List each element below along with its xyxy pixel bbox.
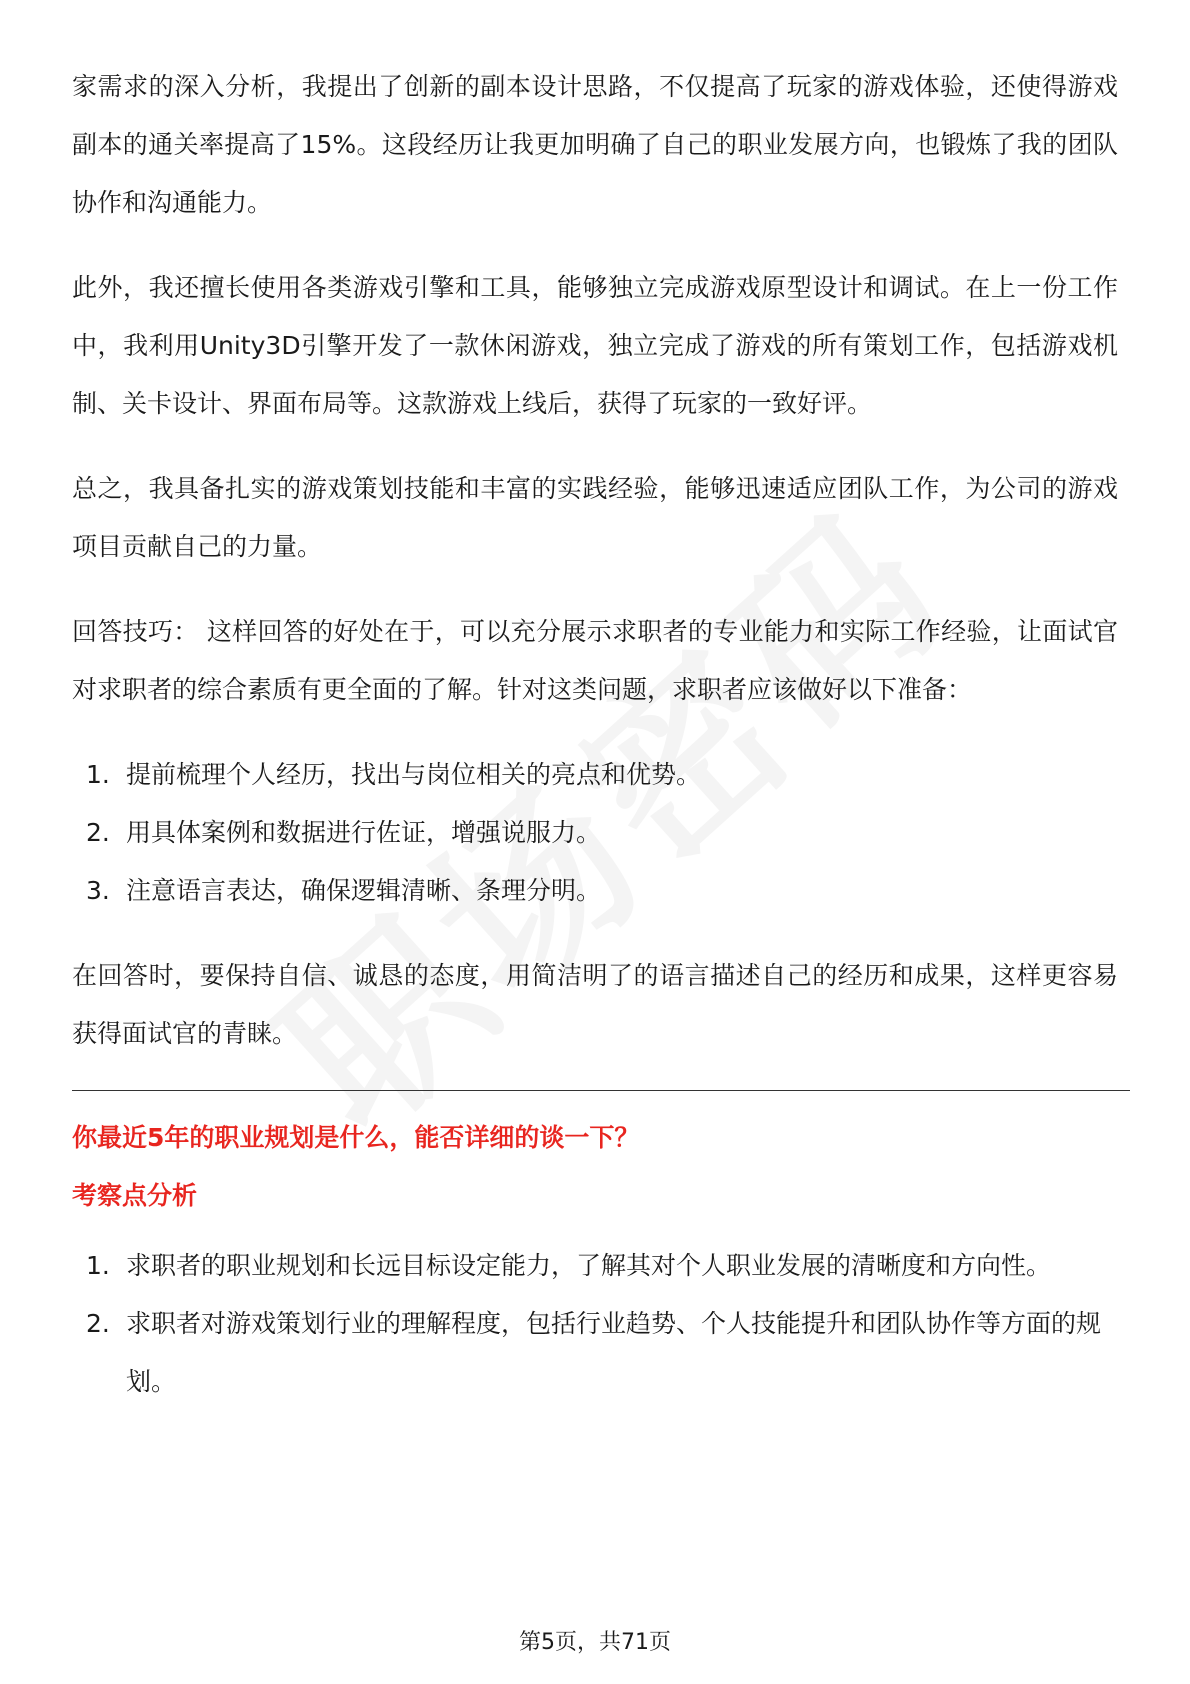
list-item-number: 1. xyxy=(86,760,110,789)
list-item-number: 2. xyxy=(86,1309,110,1338)
list-item xyxy=(72,1237,1118,1295)
paragraph-experience-continued: 家需求的深入分析，我提出了创新的副本设计思路，不仅提高了玩家的游戏体验，还使得游戏副本的通关率提高了15%。这段经历让我更加明确了自己的职业发展方向，也锻炼了我的团队协作和沟通能力。 xyxy=(72,72,1118,217)
list-item-text: 用具体案例和数据进行佐证，增强说服力。 xyxy=(126,818,602,847)
list-item-text: 求职者的职业规划和长远目标设定能力，了解其对个人职业发展的清晰度和方向性。 xyxy=(126,1251,1052,1280)
document-body xyxy=(72,58,1118,1411)
list-item xyxy=(72,862,1118,920)
analysis-list xyxy=(72,1237,1118,1411)
page-number-footer: 第5页，共71页 xyxy=(519,1630,671,1655)
list-item-text: 求职者对游戏策划行业的理解程度，包括行业趋势、个人技能提升和团队协作等方面的规划。 xyxy=(126,1309,1102,1396)
list-item-number: 2. xyxy=(86,818,110,847)
analysis-heading: 考察点分析 xyxy=(72,1181,198,1210)
paragraph-answer-tips: 回答技巧： 这样回答的好处在于，可以充分展示求职者的专业能力和实际工作经验，让面试官对求职者的综合素质有更全面的了解。针对这类问题，求职者应该做好以下准备： xyxy=(72,617,1118,704)
question-heading: 你最近5年的职业规划是什么，能否详细的谈一下？ xyxy=(72,1123,640,1152)
paragraph-closing: 在回答时，要保持自信、诚恳的态度，用简洁明了的语言描述自己的经历和成果，这样更容易获得面试官的青睐。 xyxy=(72,961,1118,1048)
list-item xyxy=(72,746,1118,804)
list-item-number: 1. xyxy=(86,1251,110,1280)
list-item xyxy=(72,1295,1118,1411)
tips-list xyxy=(72,746,1118,920)
list-item-number: 3. xyxy=(86,876,110,905)
list-item xyxy=(72,804,1118,862)
paragraph-engine-skills: 此外，我还擅长使用各类游戏引擎和工具，能够独立完成游戏原型设计和调试。在上一份工作中，我利用Unity3D引擎开发了一款休闲游戏，独立完成了游戏的所有策划工作，包括游戏机制、关卡设计、界面布局等。这款游戏上线后，获得了玩家的一致好评。 xyxy=(72,273,1118,418)
list-item-text: 提前梳理个人经历，找出与岗位相关的亮点和优势。 xyxy=(126,760,702,789)
paragraph-summary: 总之，我具备扎实的游戏策划技能和丰富的实践经验，能够迅速适应团队工作，为公司的游戏项目贡献自己的力量。 xyxy=(72,474,1118,561)
list-item-text: 注意语言表达，确保逻辑清晰、条理分明。 xyxy=(126,876,602,905)
section-divider xyxy=(72,1090,1130,1091)
